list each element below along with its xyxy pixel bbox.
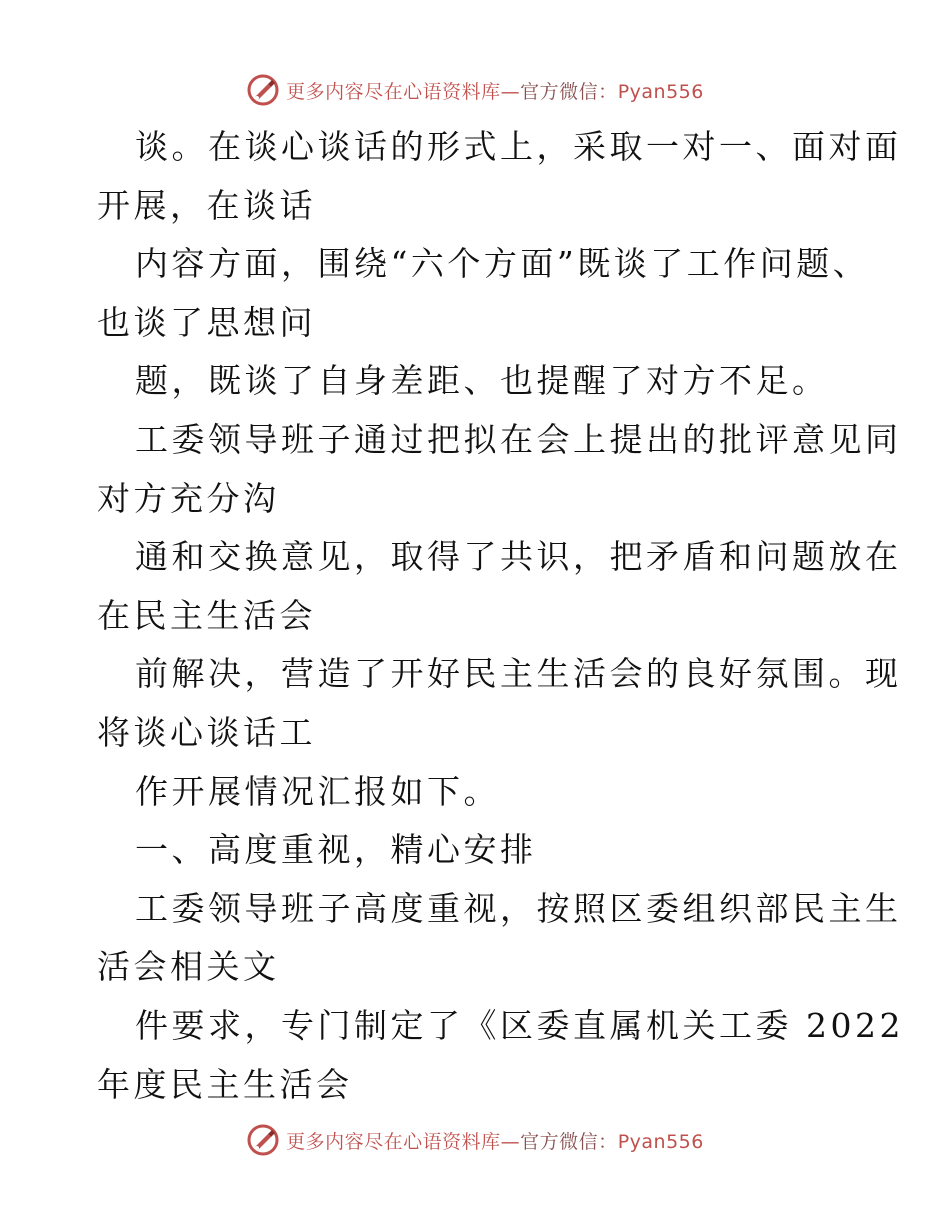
footer-banner bbox=[0, 1120, 950, 1160]
body-line: 将谈心谈话工 bbox=[97, 712, 316, 752]
section-heading: 一、高度重视，精心安排 bbox=[135, 830, 537, 870]
pen-circle-logo-icon bbox=[246, 1123, 280, 1157]
body-line: 题，既谈了自身差距、也提醒了对方不足。 bbox=[135, 361, 829, 401]
body-line: 活会相关文 bbox=[97, 947, 280, 987]
footer-banner-dash: — bbox=[500, 1130, 521, 1153]
footer-banner-wechat-id: Pyan556 bbox=[617, 1130, 704, 1153]
body-line: 工委领导班子通过把拟在会上提出的批评意见同 bbox=[135, 419, 902, 459]
header-banner bbox=[0, 70, 950, 110]
footer-banner-title: 更多内容尽在心语资料库 bbox=[286, 1130, 501, 1153]
body-line: 件要求，专门制定了《区委直属机关工委 2022 bbox=[135, 1005, 904, 1045]
pen-circle-logo-icon bbox=[246, 73, 280, 107]
footer-banner-text bbox=[286, 1127, 704, 1154]
body-line: 谈。在谈心谈话的形式上，采取一对一、面对面 bbox=[135, 127, 902, 166]
body-line: 开展，在谈话 bbox=[97, 185, 316, 225]
header-banner-wechat-id: Pyan556 bbox=[617, 80, 704, 103]
header-banner-text bbox=[286, 77, 704, 104]
header-banner-wechat-label: 官方微信： bbox=[520, 80, 618, 103]
header-banner-dash: — bbox=[500, 80, 521, 103]
footer-banner-wechat-label: 官方微信： bbox=[520, 1130, 618, 1153]
body-line: 年度民主生活会 bbox=[97, 1064, 353, 1104]
body-line: 工委领导班子高度重视，按照区委组织部民主生 bbox=[135, 888, 902, 928]
body-line: 在民主生活会 bbox=[97, 595, 316, 635]
body-line: 作开展情况汇报如下。 bbox=[135, 771, 500, 811]
body-line: 也谈了思想问 bbox=[97, 302, 316, 342]
body-line: 前解决，营造了开好民主生活会的良好氛围。现 bbox=[135, 654, 902, 694]
body-line: 通和交换意见，取得了共识，把矛盾和问题放在 bbox=[135, 537, 902, 577]
body-line: 对方充分沟 bbox=[97, 478, 280, 518]
document-body bbox=[97, 118, 904, 1114]
header-banner-title: 更多内容尽在心语资料库 bbox=[286, 80, 501, 103]
body-line: 内容方面，围绕“六个方面”既谈了工作问题、 bbox=[135, 244, 870, 284]
